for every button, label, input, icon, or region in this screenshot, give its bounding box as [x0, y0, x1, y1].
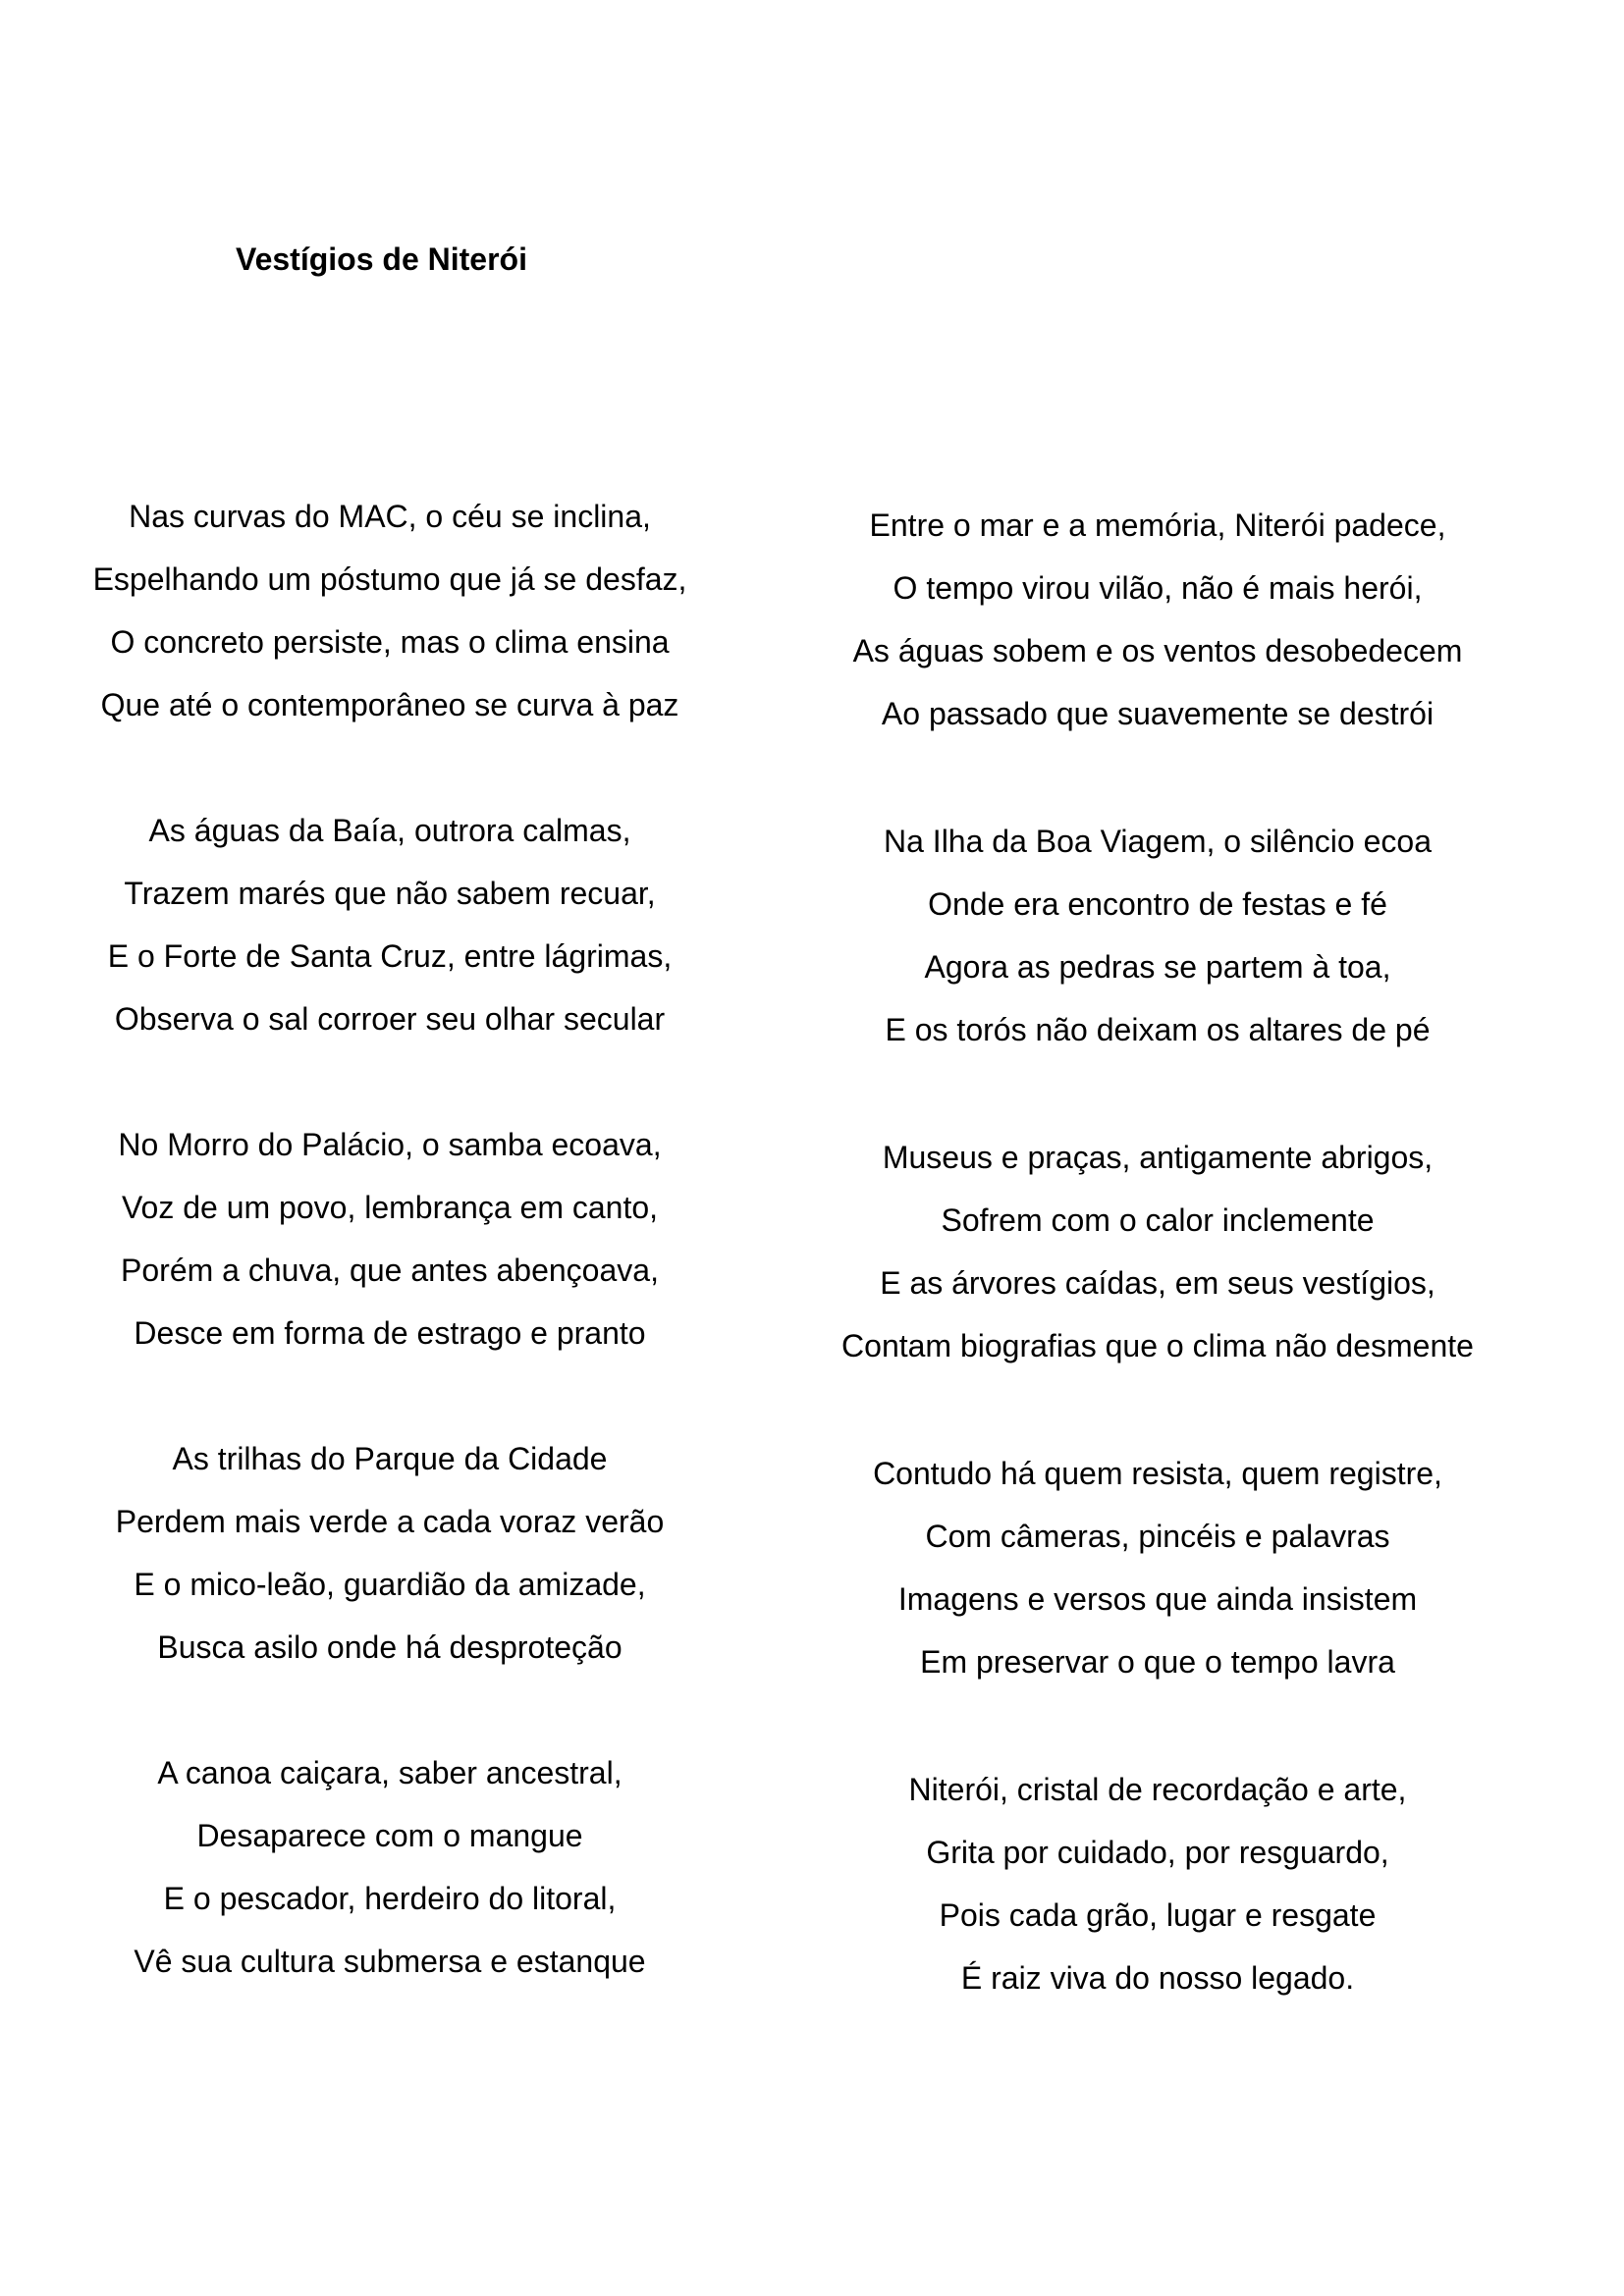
verse-line: Desaparece com o mangue: [196, 1818, 583, 1853]
verse-line: Espelhando um póstumo que já se desfaz,: [92, 561, 687, 597]
verse-line: Imagens e versos que ainda insistem: [897, 1581, 1418, 1617]
verse-line: Em preservar o que o tempo lavra: [920, 1644, 1395, 1680]
verse-line: E o mico-leão, guardião da amizade,: [134, 1567, 646, 1602]
verse-line: Desce em forma de estrago e pranto: [134, 1315, 646, 1351]
verse-line: Grita por cuidado, por resguardo,: [926, 1835, 1389, 1870]
stanza: [0, 485, 783, 736]
stanza: [0, 799, 783, 1050]
verse-line: Nas curvas do MAC, o céu se inclina,: [129, 499, 651, 534]
stanza: [765, 1442, 1550, 1693]
verse-line: Que até o contemporâneo se curva à paz: [100, 687, 679, 722]
verse-line: Voz de um povo, lembrança em canto,: [121, 1190, 659, 1225]
right-column: [765, 494, 1550, 2074]
verse-line: Vê sua cultura submersa e estanque: [134, 1944, 646, 1979]
verse-line: Observa o sal corroer seu olhar secular: [114, 1001, 666, 1037]
verse-line: Onde era encontro de festas e fé: [928, 886, 1387, 922]
verse-line: É raiz viva do nosso legado.: [960, 1960, 1355, 1996]
stanza: [0, 1427, 783, 1679]
verse-line: O tempo virou vilão, não é mais herói,: [893, 570, 1423, 606]
left-column: [0, 485, 783, 2056]
verse-line: Contam biografias que o clima não desmente: [841, 1328, 1474, 1363]
verse-line: No Morro do Palácio, o samba ecoava,: [118, 1127, 662, 1162]
verse-line: As águas da Baía, outrora calmas,: [148, 813, 631, 848]
verse-line: Porém a chuva, que antes abençoava,: [121, 1253, 659, 1288]
verse-line: As trilhas do Parque da Cidade: [172, 1441, 608, 1476]
verse-line: Museus e praças, antigamente abrigos,: [882, 1140, 1434, 1175]
verse-line: A canoa caiçara, saber ancestral,: [157, 1755, 623, 1790]
verse-line: E o Forte de Santa Cruz, entre lágrimas,: [107, 938, 673, 974]
stanza: [765, 810, 1550, 1061]
verse-line: Entre o mar e a memória, Niterói padece,: [869, 507, 1446, 543]
verse-line: As águas sobem e os ventos desobedecem: [852, 633, 1463, 668]
verse-line: E o pescador, herdeiro do litoral,: [163, 1881, 617, 1916]
verse-line: Sofrem com o calor inclemente: [941, 1202, 1375, 1238]
verse-line: E as árvores caídas, em seus vestígios,: [880, 1265, 1435, 1301]
stanza: [765, 494, 1550, 745]
verse-line: Ao passado que suavemente se destrói: [881, 696, 1435, 731]
verse-line: Niterói, cristal de recordação e arte,: [908, 1772, 1407, 1807]
verse-line: Trazem marés que não sabem recuar,: [124, 876, 656, 911]
stanza: [0, 1113, 783, 1364]
stanza: [0, 1741, 783, 1993]
verse-line: Com câmeras, pincéis e palavras: [925, 1519, 1390, 1554]
verse-line: Perdem mais verde a cada voraz verão: [115, 1504, 665, 1539]
poem-title: Vestígios de Niterói: [236, 241, 527, 277]
verse-line: Busca asilo onde há desproteção: [157, 1629, 623, 1665]
verse-line: Na Ilha da Boa Viagem, o silêncio ecoa: [884, 824, 1432, 859]
stanza: [765, 1126, 1550, 1377]
verse-line: Agora as pedras se partem à toa,: [924, 949, 1391, 985]
stanza: [765, 1758, 1550, 2009]
verse-line: E os torós não deixam os altares de pé: [885, 1012, 1431, 1047]
verse-line: Contudo há quem resista, quem registre,: [873, 1456, 1442, 1491]
verse-line: Pois cada grão, lugar e resgate: [939, 1897, 1377, 1933]
verse-line: O concreto persiste, mas o clima ensina: [110, 624, 670, 660]
